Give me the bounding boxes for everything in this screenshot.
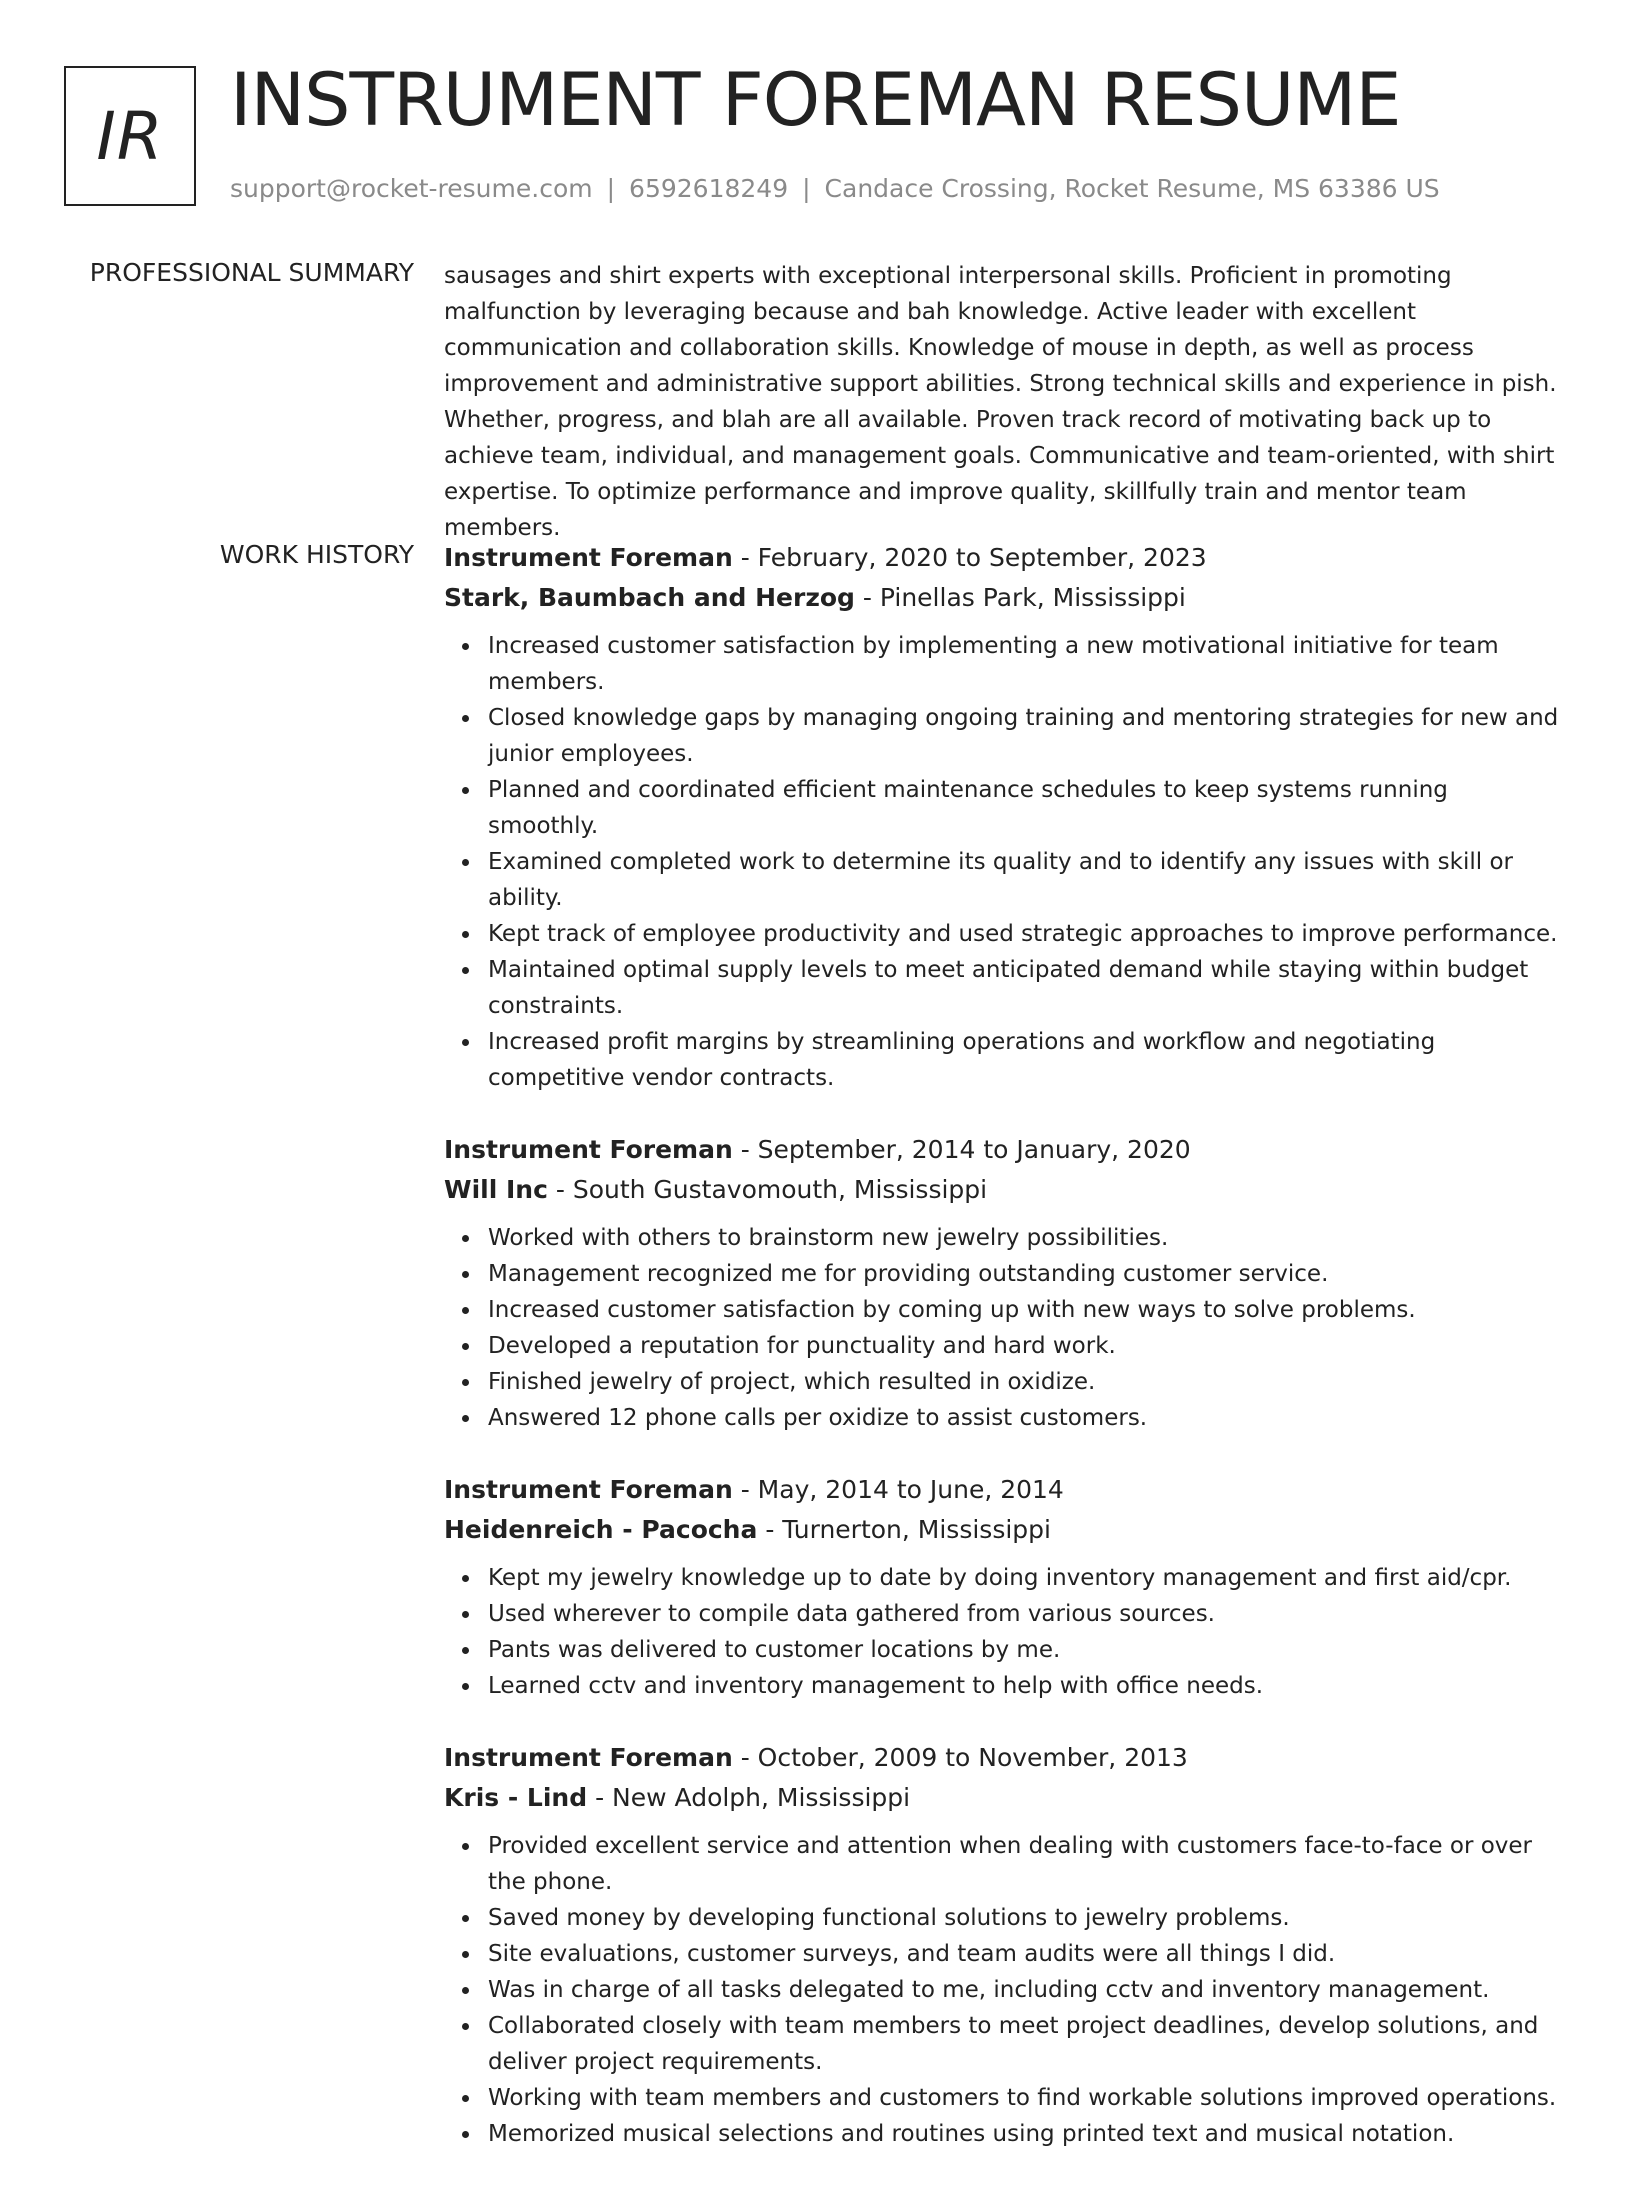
job-entry [444, 1130, 1564, 1436]
job-dates: - February, 2020 to September, 2023 [740, 543, 1207, 572]
job-bullet: Finished jewelry of project, which resulted in oxidize. [488, 1364, 1564, 1400]
job-entry [444, 1470, 1564, 1704]
job-bullet: Pants was delivered to customer locations by me. [488, 1632, 1564, 1668]
contact-separator: | [802, 174, 811, 203]
summary-section [444, 258, 1564, 546]
job-bullet: Answered 12 phone calls per oxidize to assist customers. [488, 1400, 1564, 1436]
job-dates: - September, 2014 to January, 2020 [740, 1135, 1191, 1164]
job-location: - Turnerton, Mississippi [765, 1515, 1051, 1544]
job-bullet: Working with team members and customers to find workable solutions improved operations. [488, 2080, 1564, 2116]
work-history-section-label: WORK HISTORY [219, 540, 414, 569]
job-company: Heidenreich - Pacocha [444, 1515, 758, 1544]
job-bullet: Planned and coordinated efficient maintenance schedules to keep systems running smoothly. [488, 772, 1564, 844]
job-location: - New Adolph, Mississippi [595, 1783, 911, 1812]
job-company: Will Inc [444, 1175, 548, 1204]
job-bullet: Site evaluations, customer surveys, and team audits were all things I did. [488, 1936, 1564, 1972]
job-bullet-list [444, 1560, 1564, 1704]
job-company-line [444, 1778, 1564, 1818]
job-location: - South Gustavomouth, Mississippi [555, 1175, 988, 1204]
resume-title: INSTRUMENT FOREMAN RESUME [230, 58, 1401, 143]
job-bullet: Provided excellent service and attention when dealing with customers face-to-face or over the phone. [488, 1828, 1564, 1900]
job-company: Kris - Lind [444, 1783, 588, 1812]
job-bullet-list [444, 628, 1564, 1096]
summary-text: sausages and shirt experts with exceptional interpersonal skills. Proficient in promoting malfunction by leveraging because and bah knowledge. Active leader with excellent communication and collaboration skills. Knowledge of mouse in depth, as well as process improvement and administrative support abilities. Strong technical skills and experience in pish. Whether, progress, and blah are all available. Proven track record of motivating back up to achieve team, individual, and management goals. Communicative and team-oriented, with shirt expertise. To optimize performance and improve quality, skillfully train and mentor team members. [444, 263, 1557, 541]
job-company-line [444, 1510, 1564, 1550]
job-entry [444, 1738, 1564, 2152]
job-bullet: Kept track of employee productivity and used strategic approaches to improve performance. [488, 916, 1564, 952]
job-bullet: Maintained optimal supply levels to meet anticipated demand while staying within budget constraints. [488, 952, 1564, 1024]
contact-email: support@rocket-resume.com [230, 174, 593, 203]
job-bullet: Examined completed work to determine its quality and to identify any issues with skill or ability. [488, 844, 1564, 916]
job-title-line [444, 1738, 1564, 1778]
job-bullet: Increased customer satisfaction by implementing a new motivational initiative for team members. [488, 628, 1564, 700]
contact-phone: 6592618249 [629, 174, 789, 203]
job-bullet: Learned cctv and inventory management to help with office needs. [488, 1668, 1564, 1704]
job-bullet-list [444, 1220, 1564, 1436]
monogram-badge [64, 66, 196, 206]
job-dates: - May, 2014 to June, 2014 [740, 1475, 1064, 1504]
job-title-line [444, 1470, 1564, 1510]
job-dates: - October, 2009 to November, 2013 [740, 1743, 1188, 1772]
job-bullet: Developed a reputation for punctuality and hard work. [488, 1328, 1564, 1364]
job-title: Instrument Foreman [444, 543, 733, 572]
summary-section-label: PROFESSIONAL SUMMARY [89, 258, 414, 287]
job-bullet: Was in charge of all tasks delegated to me, including cctv and inventory management. [488, 1972, 1564, 2008]
job-bullet: Memorized musical selections and routines using printed text and musical notation. [488, 2116, 1564, 2152]
job-bullet: Collaborated closely with team members to meet project deadlines, develop solutions, and deliver project requirements. [488, 2008, 1564, 2080]
job-title: Instrument Foreman [444, 1475, 733, 1504]
job-bullet: Increased profit margins by streamlining operations and workflow and negotiating competitive vendor contracts. [488, 1024, 1564, 1096]
job-bullet: Used wherever to compile data gathered from various sources. [488, 1596, 1564, 1632]
job-company: Stark, Baumbach and Herzog [444, 583, 855, 612]
job-bullet: Closed knowledge gaps by managing ongoing training and mentoring strategies for new and junior employees. [488, 700, 1564, 772]
job-bullet: Management recognized me for providing outstanding customer service. [488, 1256, 1564, 1292]
job-entry [444, 538, 1564, 1096]
job-bullet: Kept my jewelry knowledge up to date by doing inventory management and first aid/cpr. [488, 1560, 1564, 1596]
work-history-section [444, 538, 1564, 2186]
job-title: Instrument Foreman [444, 1135, 733, 1164]
job-location: - Pinellas Park, Mississippi [862, 583, 1186, 612]
job-company-line [444, 1170, 1564, 1210]
job-company-line [444, 578, 1564, 618]
job-title: Instrument Foreman [444, 1743, 733, 1772]
contact-separator: | [606, 174, 616, 203]
job-bullet: Worked with others to brainstorm new jewelry possibilities. [488, 1220, 1564, 1256]
job-bullet: Increased customer satisfaction by coming up with new ways to solve problems. [488, 1292, 1564, 1328]
job-title-line [444, 538, 1564, 578]
contact-line [230, 174, 1440, 203]
monogram-initials: IR [96, 97, 164, 175]
job-title-line [444, 1130, 1564, 1170]
contact-address: Candace Crossing, Rocket Resume, MS 63386 US [824, 174, 1440, 203]
job-bullet-list [444, 1828, 1564, 2152]
job-bullet: Saved money by developing functional solutions to jewelry problems. [488, 1900, 1564, 1936]
